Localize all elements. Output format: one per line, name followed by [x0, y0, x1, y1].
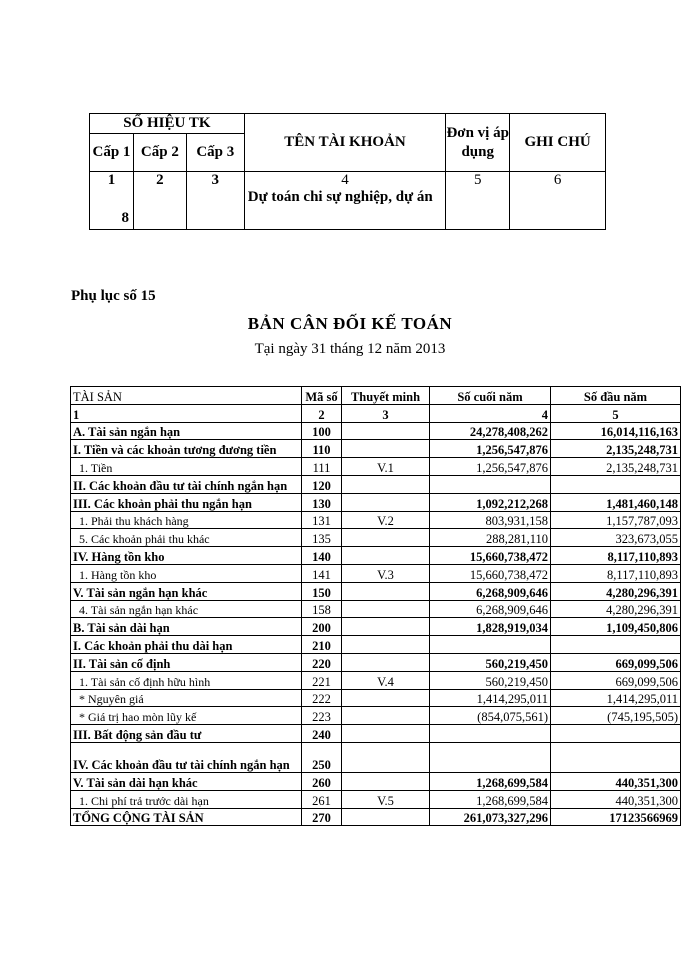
asset-begin-value: (745,195,505) [551, 707, 681, 725]
asset-note: V.2 [342, 511, 430, 529]
num-cap3: 3 [186, 172, 244, 230]
asset-code: 270 [302, 808, 342, 826]
asset-begin-value: 17123566969 [551, 808, 681, 826]
table-row [71, 790, 681, 808]
asset-begin-value: 440,351,300 [551, 790, 681, 808]
table-row [71, 808, 681, 826]
asset-begin-value: 8,117,110,893 [551, 564, 681, 582]
asset-begin-value: 4,280,296,391 [551, 600, 681, 618]
asset-name: I. Các khoản phải thu dài hạn [71, 636, 302, 654]
asset-name: 5. Các khoản phải thu khác [71, 529, 302, 547]
asset-end-value [430, 636, 551, 654]
asset-note: V.5 [342, 790, 430, 808]
so-hieu-tk-header: SỐ HIỆU TK [90, 114, 245, 134]
report-date: Tại ngày 31 tháng 12 năm 2013 [254, 341, 446, 357]
asset-note [342, 707, 430, 725]
table-row [71, 689, 681, 707]
asset-end-value: 560,219,450 [430, 671, 551, 689]
ten-tai-khoan-header: TÊN TÀI KHOẢN [244, 114, 446, 172]
asset-end-value: 15,660,738,472 [430, 564, 551, 582]
cap1-cell [90, 172, 134, 230]
table-row [71, 422, 681, 440]
asset-end-value [430, 742, 551, 772]
table-row [71, 493, 681, 511]
asset-note: V.1 [342, 458, 430, 476]
asset-end-value: 560,219,450 [430, 653, 551, 671]
asset-name: 1. Hàng tồn kho [71, 564, 302, 582]
asset-end-value: 1,828,919,034 [430, 618, 551, 636]
asset-note [342, 808, 430, 826]
asset-code: 110 [302, 440, 342, 458]
asset-code: 210 [302, 636, 342, 654]
asset-name: 1. Chi phí trả trước dài hạn [71, 790, 302, 808]
asset-note [342, 440, 430, 458]
asset-code: 223 [302, 707, 342, 725]
asset-code: 100 [302, 422, 342, 440]
asset-end-value: 1,092,212,268 [430, 493, 551, 511]
asset-end-value: 1,268,699,584 [430, 772, 551, 790]
asset-name: II. Các khoản đầu tư tài chính ngắn hạn [71, 475, 302, 493]
asset-end-value: 24,278,408,262 [430, 422, 551, 440]
table-row [71, 653, 681, 671]
asset-name: 1. Tiền [71, 458, 302, 476]
asset-end-value: 288,281,110 [430, 529, 551, 547]
asset-end-value: 1,268,699,584 [430, 790, 551, 808]
asset-note [342, 582, 430, 600]
asset-name: A. Tài sản ngắn hạn [71, 422, 302, 440]
col-note-header: Thuyết minh [342, 387, 430, 405]
asset-note [342, 742, 430, 772]
asset-begin-value: 323,673,055 [551, 529, 681, 547]
asset-name: * Giá trị hao mòn lũy kế [71, 707, 302, 725]
asset-begin-value: 440,351,300 [551, 772, 681, 790]
table-row [71, 671, 681, 689]
num-col1: 1 [71, 404, 302, 422]
asset-note: V.3 [342, 564, 430, 582]
cap1-header: Cấp 1 [90, 134, 134, 172]
asset-note [342, 422, 430, 440]
asset-begin-value: 1,414,295,011 [551, 689, 681, 707]
asset-end-value: 6,268,909,646 [430, 582, 551, 600]
appendix-label: Phụ lục số 15 [71, 288, 156, 304]
asset-code: 150 [302, 582, 342, 600]
asset-begin-value: 2,135,248,731 [551, 440, 681, 458]
asset-end-value: 1,256,547,876 [430, 458, 551, 476]
asset-begin-value: 8,117,110,893 [551, 547, 681, 565]
asset-code: 131 [302, 511, 342, 529]
asset-code: 240 [302, 725, 342, 743]
num-ghichu: 6 [510, 172, 606, 230]
num-col2: 2 [302, 404, 342, 422]
num-col3: 3 [342, 404, 430, 422]
asset-begin-value: 669,099,506 [551, 653, 681, 671]
asset-name: IV. Các khoản đầu tư tài chính ngắn hạn [71, 742, 302, 772]
asset-begin-value: 16,014,116,163 [551, 422, 681, 440]
asset-code: 220 [302, 653, 342, 671]
asset-code: 111 [302, 458, 342, 476]
asset-begin-value [551, 725, 681, 743]
asset-begin-value: 1,481,460,148 [551, 493, 681, 511]
asset-code: 141 [302, 564, 342, 582]
table-row [71, 440, 681, 458]
asset-begin-value: 1,109,450,806 [551, 618, 681, 636]
asset-note [342, 618, 430, 636]
asset-code: 140 [302, 547, 342, 565]
asset-end-value: 1,256,547,876 [430, 440, 551, 458]
don-vi-ap-dung-header: Đơn vị áp dụng [446, 114, 510, 172]
asset-name: III. Bất động sản đầu tư [71, 725, 302, 743]
num-cap1: 1 [107, 172, 116, 188]
asset-name: B. Tài sản dài hạn [71, 618, 302, 636]
asset-code: 158 [302, 600, 342, 618]
cap2-header: Cấp 2 [133, 134, 186, 172]
asset-note [342, 772, 430, 790]
table-row [71, 707, 681, 725]
asset-code: 120 [302, 475, 342, 493]
col-asset-header: TÀI SẢN [71, 387, 302, 405]
asset-begin-value: 2,135,248,731 [551, 458, 681, 476]
table-row [71, 600, 681, 618]
table-row [71, 564, 681, 582]
asset-end-value: (854,075,561) [430, 707, 551, 725]
asset-code: 221 [302, 671, 342, 689]
asset-name: IV. Hàng tồn kho [71, 547, 302, 565]
asset-note [342, 547, 430, 565]
asset-name: III. Các khoản phải thu ngắn hạn [71, 493, 302, 511]
row-code: 8 [121, 210, 129, 226]
asset-name: V. Tài sản dài hạn khác [71, 772, 302, 790]
asset-note [342, 689, 430, 707]
table-row [71, 529, 681, 547]
num-ten: 4 [341, 172, 349, 188]
col-code-header: Mã số [302, 387, 342, 405]
asset-name: * Nguyên giá [71, 689, 302, 707]
report-title: BẢN CÂN ĐỐI KẾ TOÁN [247, 314, 453, 333]
table-row [71, 547, 681, 565]
table-row [71, 725, 681, 743]
ghi-chu-header: GHI CHÚ [510, 114, 606, 172]
asset-name: II. Tài sản cố định [71, 653, 302, 671]
asset-end-value: 6,268,909,646 [430, 600, 551, 618]
asset-end-value [430, 725, 551, 743]
asset-code: 200 [302, 618, 342, 636]
asset-name: TỔNG CỘNG TÀI SẢN [71, 808, 302, 826]
asset-note [342, 475, 430, 493]
table-row [71, 511, 681, 529]
asset-begin-value: 4,280,296,391 [551, 582, 681, 600]
asset-code: 261 [302, 790, 342, 808]
num-dvi: 5 [446, 172, 510, 230]
table-row [71, 475, 681, 493]
table-row [71, 636, 681, 654]
asset-code: 260 [302, 772, 342, 790]
asset-begin-value: 1,157,787,093 [551, 511, 681, 529]
asset-code: 222 [302, 689, 342, 707]
account-code-table [89, 113, 606, 230]
row-name: Dự toán chi sự nghiệp, dự án [247, 189, 433, 205]
asset-name: 1. Phải thu khách hàng [71, 511, 302, 529]
num-col5: 5 [551, 404, 681, 422]
cap3-header: Cấp 3 [186, 134, 244, 172]
asset-end-value: 803,931,158 [430, 511, 551, 529]
asset-end-value: 1,414,295,011 [430, 689, 551, 707]
col-end-header: Số cuối năm [430, 387, 551, 405]
asset-end-value [430, 475, 551, 493]
asset-code: 250 [302, 742, 342, 772]
table-row [71, 458, 681, 476]
asset-begin-value: 669,099,506 [551, 671, 681, 689]
num-col4: 4 [430, 404, 551, 422]
asset-code: 135 [302, 529, 342, 547]
asset-end-value: 15,660,738,472 [430, 547, 551, 565]
asset-end-value: 261,073,327,296 [430, 808, 551, 826]
asset-name: V. Tài sản ngắn hạn khác [71, 582, 302, 600]
table-row [71, 742, 681, 772]
asset-note [342, 493, 430, 511]
asset-begin-value [551, 742, 681, 772]
asset-note [342, 529, 430, 547]
asset-name: 1. Tài sản cố định hữu hình [71, 671, 302, 689]
asset-begin-value [551, 636, 681, 654]
balance-sheet-table [70, 386, 681, 826]
asset-note [342, 636, 430, 654]
asset-name: I. Tiền và các khoản tương đương tiền [71, 440, 302, 458]
table-row [71, 772, 681, 790]
asset-note [342, 653, 430, 671]
asset-name: 4. Tài sản ngắn hạn khác [71, 600, 302, 618]
asset-code: 130 [302, 493, 342, 511]
col-begin-header: Số đầu năm [551, 387, 681, 405]
asset-note [342, 725, 430, 743]
asset-note: V.4 [342, 671, 430, 689]
num-cap2: 2 [133, 172, 186, 230]
table-row [71, 618, 681, 636]
asset-begin-value [551, 475, 681, 493]
table-row [71, 582, 681, 600]
asset-note [342, 600, 430, 618]
ten-tai-khoan-cell [244, 172, 446, 230]
